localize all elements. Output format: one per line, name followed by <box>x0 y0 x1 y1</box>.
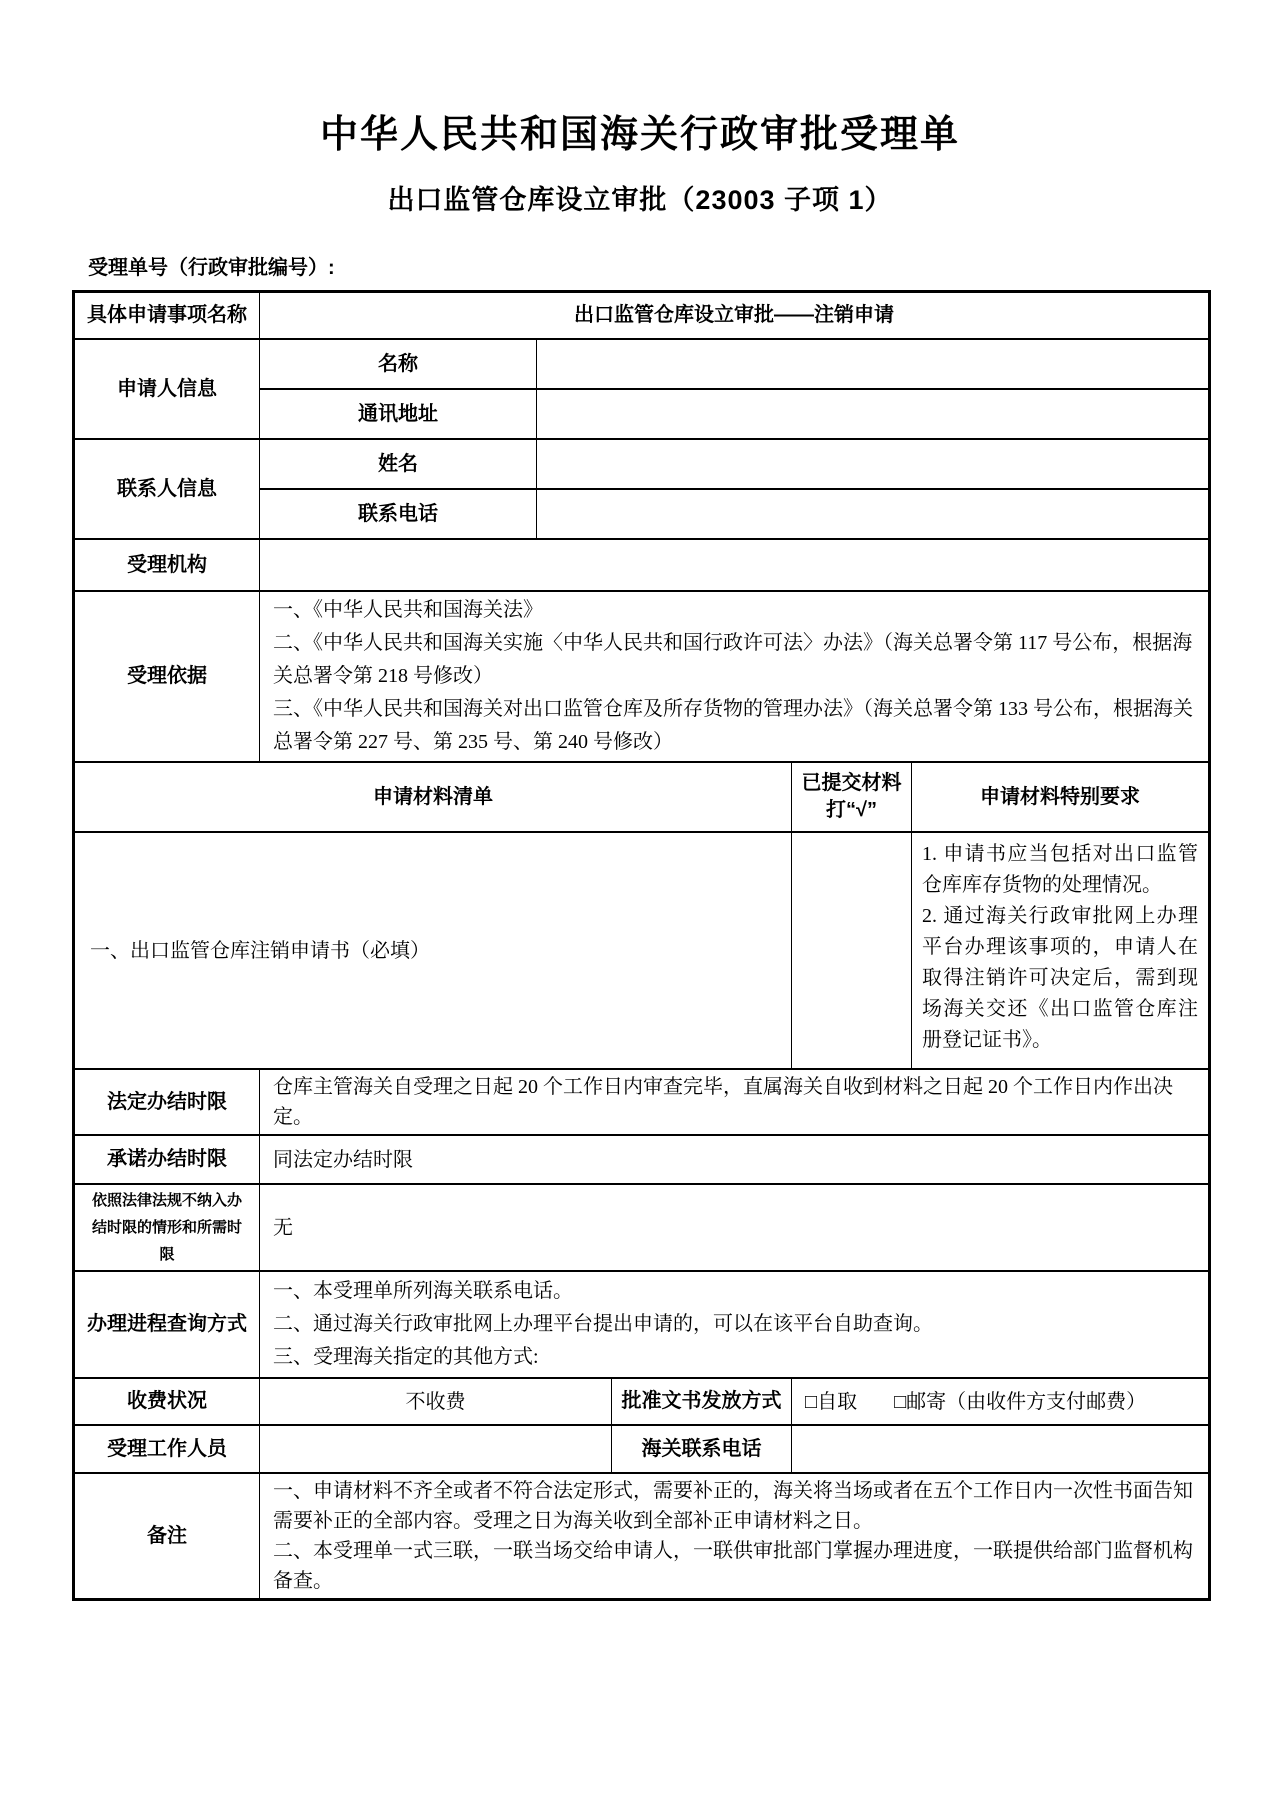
page-title: 中华人民共和国海关行政审批受理单 <box>319 114 960 156</box>
excluded-time-label: 依照法律法规不纳入办结时限的情形和所需时限 <box>74 1184 260 1271</box>
specific-item-label: 具体申请事项名称 <box>74 291 260 339</box>
progress-query-label: 办理进程查询方式 <box>74 1271 260 1378</box>
materials-submitted-header <box>792 762 912 832</box>
fee-row <box>74 1378 1210 1425</box>
statutory-time-row <box>74 1069 1210 1135</box>
materials-header-row <box>74 762 1210 832</box>
progress-query-row <box>74 1271 1210 1378</box>
contact-name-label: 姓名 <box>260 439 537 489</box>
contact-name-value <box>537 439 1210 489</box>
materials-submitted-header-line2: 打“√” <box>826 799 877 822</box>
promised-time-value: 同法定办结时限 <box>260 1135 1210 1184</box>
applicant-name-value <box>537 339 1210 389</box>
delivery-method-label: 批准文书发放方式 <box>612 1378 792 1425</box>
specific-item-row <box>74 291 1210 339</box>
material-special-item: 2. 通过海关行政审批网上办理平台办理该事项的，申请人在取得注销许可决定后，需到现场海关交还《出口监管仓库注册登记证书》。 <box>922 905 1198 1052</box>
accepting-org-value <box>260 539 1210 591</box>
material-special-item: 1. 申请书应当包括对出口监管仓库库存货物的处理情况。 <box>922 843 1198 897</box>
remarks-label: 备注 <box>74 1473 260 1600</box>
contact-section-label: 联系人信息 <box>74 439 260 539</box>
progress-query-item: 二、通过海关行政审批网上办理平台提出申请的，可以在该平台自助查询。 <box>273 1313 933 1336</box>
basis-label: 受理依据 <box>74 591 260 762</box>
customs-phone-value <box>792 1425 1210 1473</box>
page-subtitle: 出口监管仓库设立审批（23003 子项 1） <box>387 184 893 215</box>
staff-label: 受理工作人员 <box>74 1425 260 1473</box>
progress-query-item: 三、受理海关指定的其他方式: <box>273 1346 539 1369</box>
approval-form-table <box>72 290 1211 1602</box>
progress-query-value <box>260 1271 1210 1378</box>
basis-item: 三、《中华人民共和国海关对出口监管仓库及所存货物的管理办法》（海关总署令第 133 号公布，根据海关总署令第 227 号、第 235 号、第 240 号修改） <box>273 698 1193 754</box>
accepting-org-label: 受理机构 <box>74 539 260 591</box>
staff-row <box>74 1425 1210 1473</box>
applicant-address-label: 通讯地址 <box>260 389 537 439</box>
materials-submitted-header-line1: 已提交材料 <box>801 772 902 795</box>
delivery-options-cell <box>792 1378 1210 1425</box>
statutory-time-value: 仓库主管海关自受理之日起 20 个工作日内审查完毕，直属海关自收到材料之日起 20 个工作日内作出决定。 <box>260 1069 1210 1135</box>
applicant-address-value <box>537 389 1210 439</box>
remarks-item: 二、本受理单一式三联，一联当场交给申请人，一联供审批部门掌握办理进度，一联提供给部门监督机构备查。 <box>273 1540 1193 1593</box>
applicant-section-label: 申请人信息 <box>74 339 260 439</box>
basis-value <box>260 591 1210 762</box>
materials-list-header: 申请材料清单 <box>74 762 792 832</box>
contact-name-row <box>74 439 1210 489</box>
remarks-value <box>260 1473 1210 1600</box>
applicant-name-label: 名称 <box>260 339 537 389</box>
specific-item-value: 出口监管仓库设立审批——注销申请 <box>260 291 1210 339</box>
delivery-option-pickup[interactable]: □自取 <box>805 1390 858 1413</box>
statutory-time-label: 法定办结时限 <box>74 1069 260 1135</box>
basis-row <box>74 591 1210 762</box>
applicant-name-row <box>74 339 1210 389</box>
acceptance-number-label: 受理单号（行政审批编号）: <box>88 256 335 279</box>
promised-time-label: 承诺办结时限 <box>74 1135 260 1184</box>
promised-time-row <box>74 1135 1210 1184</box>
accepting-org-row <box>74 539 1210 591</box>
excluded-time-row <box>74 1184 1210 1271</box>
fee-value: 不收费 <box>260 1378 612 1425</box>
remarks-item: 一、申请材料不齐全或者不符合法定形式，需要补正的，海关将当场或者在五个工作日内一次性书面告知需要补正的全部内容。受理之日为海关收到全部补正申请材料之日。 <box>273 1480 1193 1533</box>
remarks-row <box>74 1473 1210 1600</box>
material-submitted-check-cell[interactable] <box>792 832 912 1069</box>
excluded-time-value: 无 <box>260 1184 1210 1271</box>
materials-row <box>74 832 1210 1069</box>
basis-item: 二、《中华人民共和国海关实施〈中华人民共和国行政许可法〉办法》（海关总署令第 117 号公布，根据海关总署令第 218 号修改） <box>273 632 1193 688</box>
customs-phone-label: 海关联系电话 <box>612 1425 792 1473</box>
contact-phone-value <box>537 489 1210 539</box>
delivery-option-mail[interactable]: □邮寄（由收件方支付邮费） <box>894 1390 1147 1413</box>
materials-special-header: 申请材料特别要求 <box>912 762 1210 832</box>
fee-label: 收费状况 <box>74 1378 260 1425</box>
staff-value <box>260 1425 612 1473</box>
contact-phone-label: 联系电话 <box>260 489 537 539</box>
progress-query-item: 一、本受理单所列海关联系电话。 <box>273 1280 573 1303</box>
basis-item: 一、《中华人民共和国海关法》 <box>273 599 543 622</box>
material-item: 一、出口监管仓库注销申请书（必填） <box>74 832 792 1069</box>
material-special-requirements <box>912 832 1210 1069</box>
